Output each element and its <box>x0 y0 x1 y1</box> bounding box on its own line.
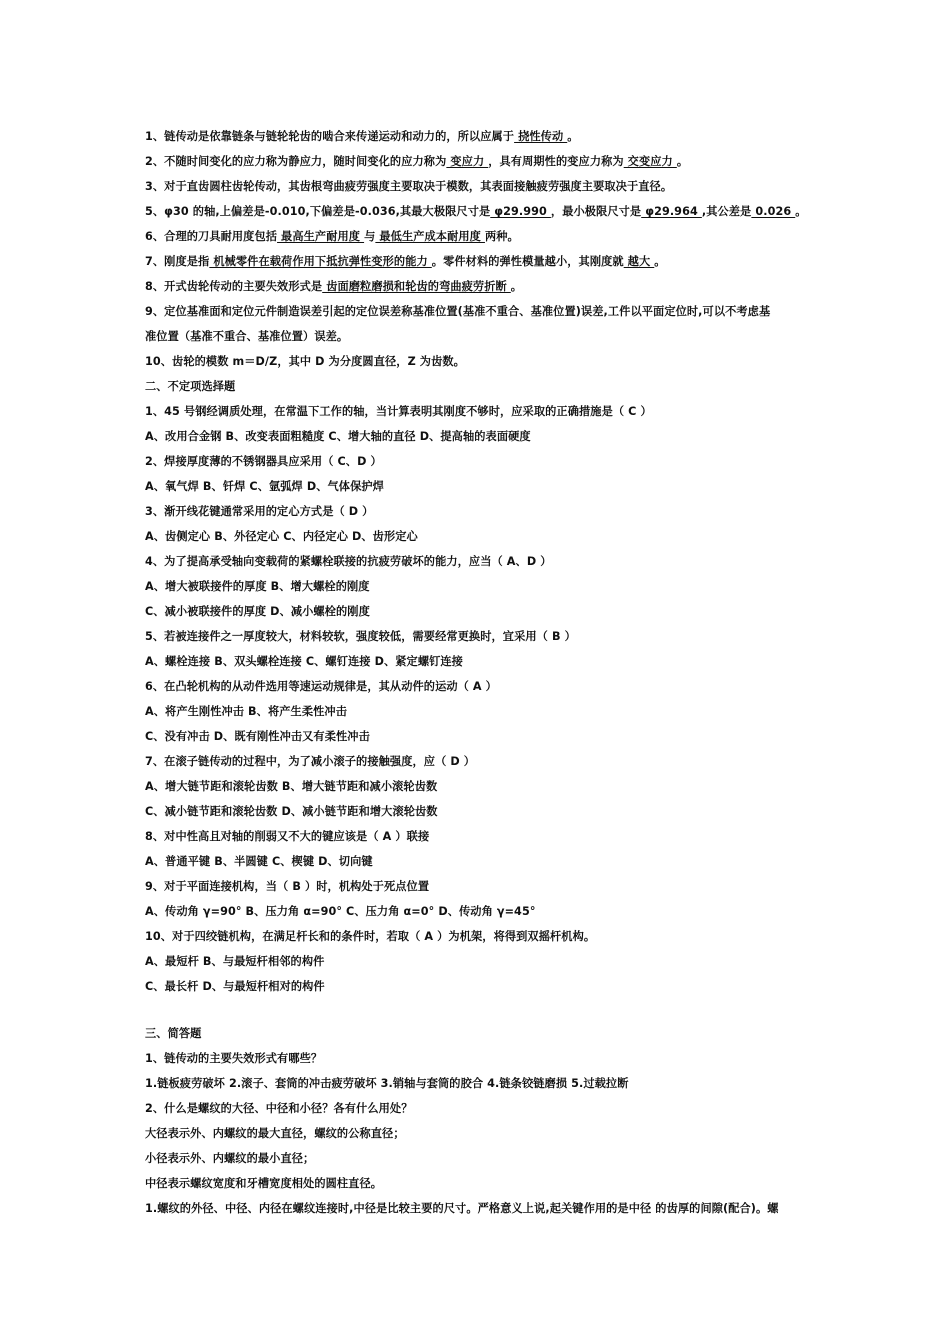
choice-line: 5、若被连接件之一厚度较大，材料较软，强度较低，需要经常更换时，宜采用（ B ） <box>145 630 576 643</box>
choice-line: C、减小链节距和滚轮齿数 D、减小链节距和增大滚轮齿数 <box>145 805 438 818</box>
answer-blank: 交变应力 <box>623 155 677 168</box>
question-text: 9、定位基准面和定位元件制造误差引起的定位误差称基准位置(基准不重合、基准位置)误差,工件以平面定位时,可以不考虑基 <box>145 305 771 318</box>
question-text: 3、对于直齿圆柱齿轮传动，其齿根弯曲疲劳强度主要取决于模数，其表面接触疲劳强度主要取决于直径。 <box>145 180 673 193</box>
question-text: 。零件材料的弹性模量越小，其刚度就 <box>431 255 624 268</box>
question-text: 准位置（基准不重合、基准位置）误差。 <box>145 330 349 343</box>
choice-line: C、没有冲击 D、既有刚性冲击又有柔性冲击 <box>145 730 370 743</box>
answer-line: 大径表示外、内螺纹的最大直径，螺纹的公称直径； <box>145 1127 405 1140</box>
question-text: 1、链传动是依靠链条与链轮轮齿的啮合来传递运动和动力的，所以应属于 <box>145 130 515 143</box>
choice-line: 9、对于平面连接机构，当（ B ）时，机构处于死点位置 <box>145 880 430 893</box>
choice-line: 4、为了提高承受轴向变载荷的紧螺栓联接的抗疲劳破坏的能力，应当（ A、D ） <box>145 555 552 568</box>
choice-line: C、最长杆 D、与最短杆相对的构件 <box>145 980 325 993</box>
blank-question-5 <box>145 204 807 220</box>
question-text: 5、φ30 的轴,上偏差是-0.010,下偏差是-0.036,其最大极限尺寸是 <box>145 205 491 218</box>
question-text: 。 <box>654 255 666 268</box>
choice-line: A、增大链节距和滚轮齿数 B、增大链节距和减小滚轮齿数 <box>145 780 438 793</box>
answer-line: 2、什么是螺纹的大径、中径和小径？各有什么用处？ <box>145 1102 413 1115</box>
blank-question-8 <box>145 279 522 295</box>
choice-line: 10、对于四绞链机构，在满足杆长和的条件时，若取（ A ）为机架，将得到双摇杆机构。 <box>145 930 596 943</box>
blank-question-1 <box>145 129 579 145</box>
choice-line: 2、焊接厚度薄的不锈钢器具应采用（ C、D ） <box>145 455 382 468</box>
answer-blank: 最高生产耐用度 <box>277 230 365 243</box>
answer-blank: 挠性传动 <box>514 130 568 143</box>
choice-line: C、减小被联接件的厚度 D、减小螺栓的刚度 <box>145 605 370 618</box>
blank-question-9 <box>145 304 770 320</box>
section-heading: 三、简答题 <box>145 1027 202 1040</box>
answer-blank: 0.026 <box>751 205 796 218</box>
choice-line: 8、对中性高且对轴的削弱又不大的键应该是（ A ）联接 <box>145 830 430 843</box>
question-text: 。 <box>510 280 523 293</box>
answer-blank: 机械零件在载荷作用下抵抗弹性变形的能力 <box>209 255 432 268</box>
question-text: ，具有周期性的变应力称为 <box>488 155 624 168</box>
answer-blank: φ29.990 <box>490 205 551 218</box>
choice-line: A、齿侧定心 B、外径定心 C、内径定心 D、齿形定心 <box>145 530 418 543</box>
choice-line: 7、在滚子链传动的过程中，为了减小滚子的接触强度，应（ D ） <box>145 755 476 768</box>
blank-question-6 <box>145 229 519 245</box>
blank-question-9-cont <box>145 329 348 345</box>
question-text: 8、开式齿轮传动的主要失效形式是 <box>145 280 323 293</box>
choice-line: A、氧气焊 B、钎焊 C、氩弧焊 D、气体保护焊 <box>145 480 384 493</box>
blank-question-7 <box>145 254 666 270</box>
choice-line: A、最短杆 B、与最短杆相邻的构件 <box>145 955 325 968</box>
choice-line: A、普通平键 B、半圆键 C、楔键 D、切向键 <box>145 855 373 868</box>
answer-blank: 越大 <box>623 255 655 268</box>
blank-question-10 <box>145 354 465 370</box>
question-text: 7、刚度是指 <box>145 255 210 268</box>
answer-line: 中径表示螺纹宽度和牙槽宽度相处的圆柱直径。 <box>145 1177 383 1190</box>
question-text: 。 <box>676 155 689 168</box>
question-text: 两种。 <box>484 230 519 243</box>
answer-blank: 齿面磨粒磨损和轮齿的弯曲疲劳折断 <box>322 280 511 293</box>
question-text: 6、合理的刀具耐用度包括 <box>145 230 278 243</box>
answer-line: 1.链板疲劳破坏 2.滚子、套筒的冲击疲劳破坏 3.销轴与套筒的胶合 4.链条铰链磨损 5.过载拉断 <box>145 1077 629 1090</box>
answer-blank: φ29.964 <box>641 205 702 218</box>
choice-line: 3、渐开线花键通常采用的定心方式是（ D ） <box>145 505 374 518</box>
question-text: 10、齿轮的模数 m＝D/Z，其中 D 为分度圆直径，Z 为齿数。 <box>145 355 465 368</box>
choice-line: A、改用合金钢 B、改变表面粗糙度 C、增大轴的直径 D、提高轴的表面硬度 <box>145 430 531 443</box>
answer-blank: 变应力 <box>446 155 489 168</box>
blank-question-2 <box>145 154 688 170</box>
choice-line: A、传动角 γ=90° B、压力角 α=90° C、压力角 α=0° D、传动角 γ=45° <box>145 905 536 918</box>
choice-line: A、增大被联接件的厚度 B、增大螺栓的刚度 <box>145 580 370 593</box>
blank-question-3 <box>145 179 672 195</box>
choice-line: A、螺栓连接 B、双头螺栓连接 C、螺钉连接 D、紧定螺钉连接 <box>145 655 463 668</box>
choice-line: 6、在凸轮机构的从动件选用等速运动规律是，其从动件的运动（ A ） <box>145 680 497 693</box>
answer-blank: 最低生产成本耐用度 <box>375 230 485 243</box>
question-text: 2、不随时间变化的应力称为静应力，随时间变化的应力称为 <box>145 155 447 168</box>
question-text: 。 <box>567 130 579 143</box>
section-heading: 二、不定项选择题 <box>145 380 236 393</box>
answer-line: 小径表示外、内螺纹的最小直径； <box>145 1152 315 1165</box>
question-text: 。 <box>795 205 807 218</box>
question-text: ,其公差是 <box>701 205 752 218</box>
question-text: ，最小极限尺寸是 <box>550 205 642 218</box>
answer-line: 1.螺纹的外径、中径、内径在螺纹连接时,中径是比较主要的尺寸。严格意义上说,起关键作用的是中径 的齿厚的间隙(配合)。螺 <box>145 1202 779 1215</box>
choice-line: A、将产生刚性冲击 B、将产生柔性冲击 <box>145 705 347 718</box>
answer-line: 1、链传动的主要失效形式有哪些？ <box>145 1052 323 1065</box>
choice-line: 1、45 号钢经调质处理，在常温下工作的轴，当计算表明其刚度不够时，应采取的正确措施是（ C ） <box>145 405 652 418</box>
question-text: 与 <box>364 230 376 243</box>
